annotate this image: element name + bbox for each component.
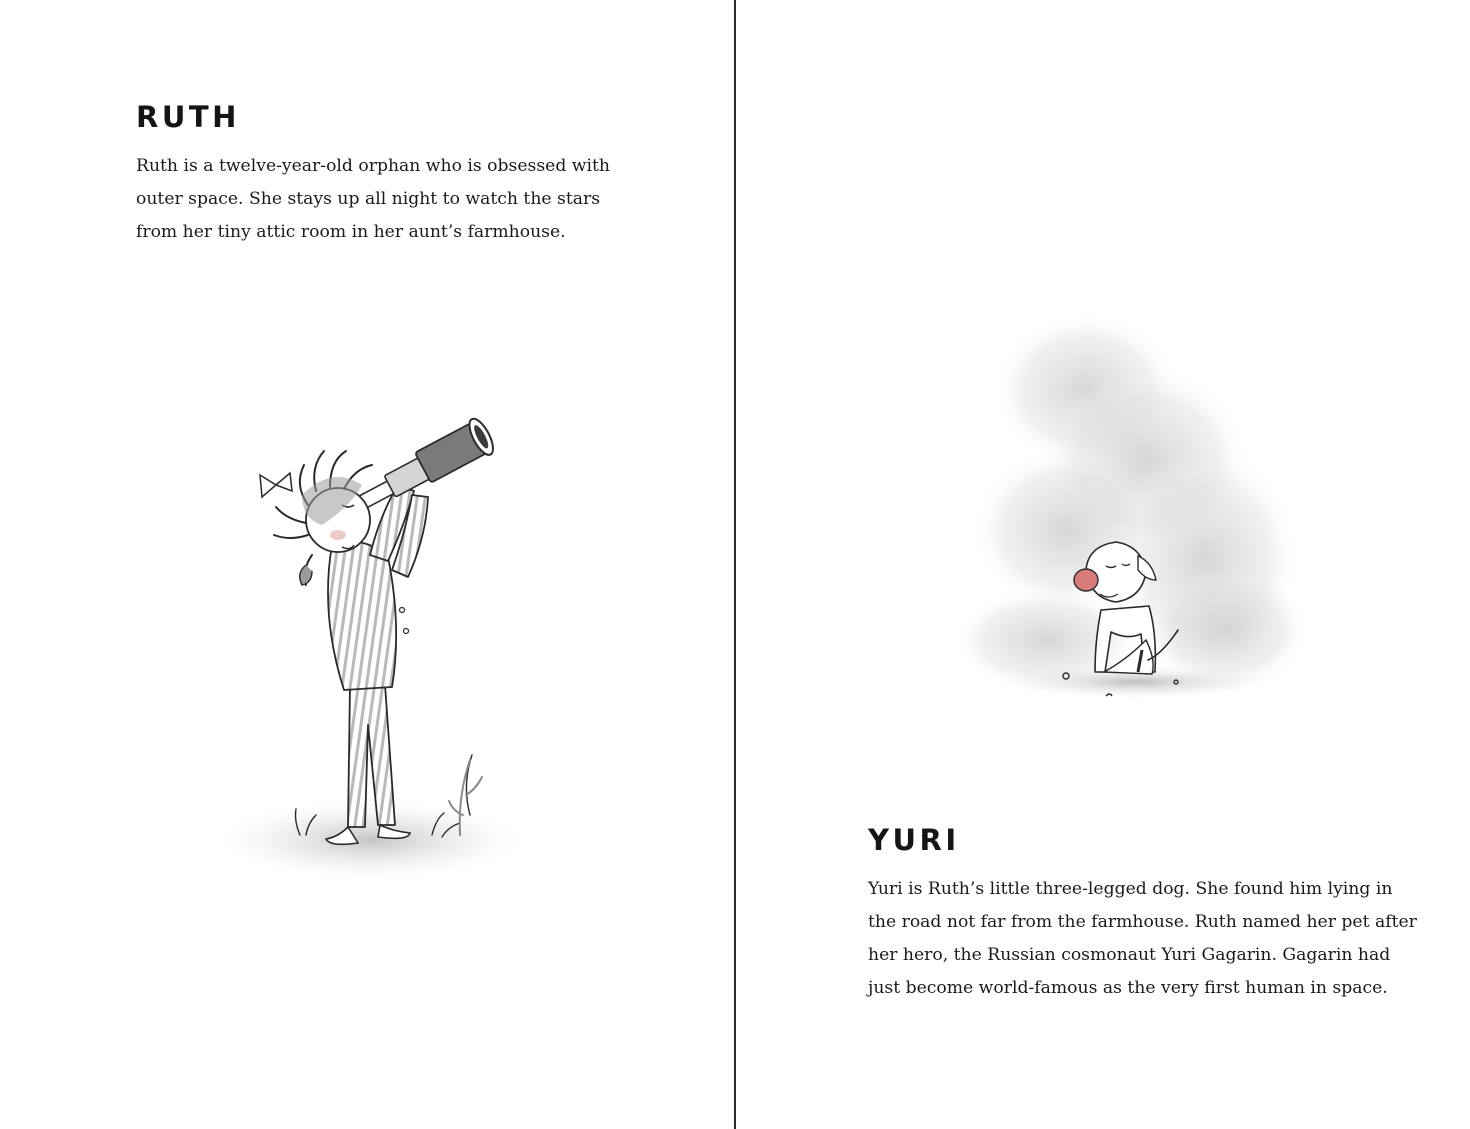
ruth-heading: RUTH xyxy=(136,100,240,134)
ruth-description xyxy=(136,150,610,249)
left-page xyxy=(0,0,734,1129)
ruth-telescope-illustration xyxy=(220,395,540,895)
yuri-line-2: the road not far from the farmhouse. Ruth named her pet after xyxy=(868,912,1417,932)
yuri-heading: YURI xyxy=(868,823,960,857)
yuri-description xyxy=(868,873,1417,1005)
right-page xyxy=(736,0,1470,1129)
yuri-line-1: Yuri is Ruth’s little three-legged dog. She found him lying in xyxy=(868,879,1393,899)
yuri-dog-illustration xyxy=(966,310,1306,710)
ruth-line-1: Ruth is a twelve-year-old orphan who is obsessed with xyxy=(136,156,610,176)
yuri-line-3: her hero, the Russian cosmonaut Yuri Gagarin. Gagarin had xyxy=(868,945,1391,965)
ruth-line-2: outer space. She stays up all night to watch the stars xyxy=(136,189,601,209)
yuri-line-4: just become world-famous as the very first human in space. xyxy=(868,978,1388,998)
ruth-line-3: from her tiny attic room in her aunt’s farmhouse. xyxy=(136,222,566,242)
